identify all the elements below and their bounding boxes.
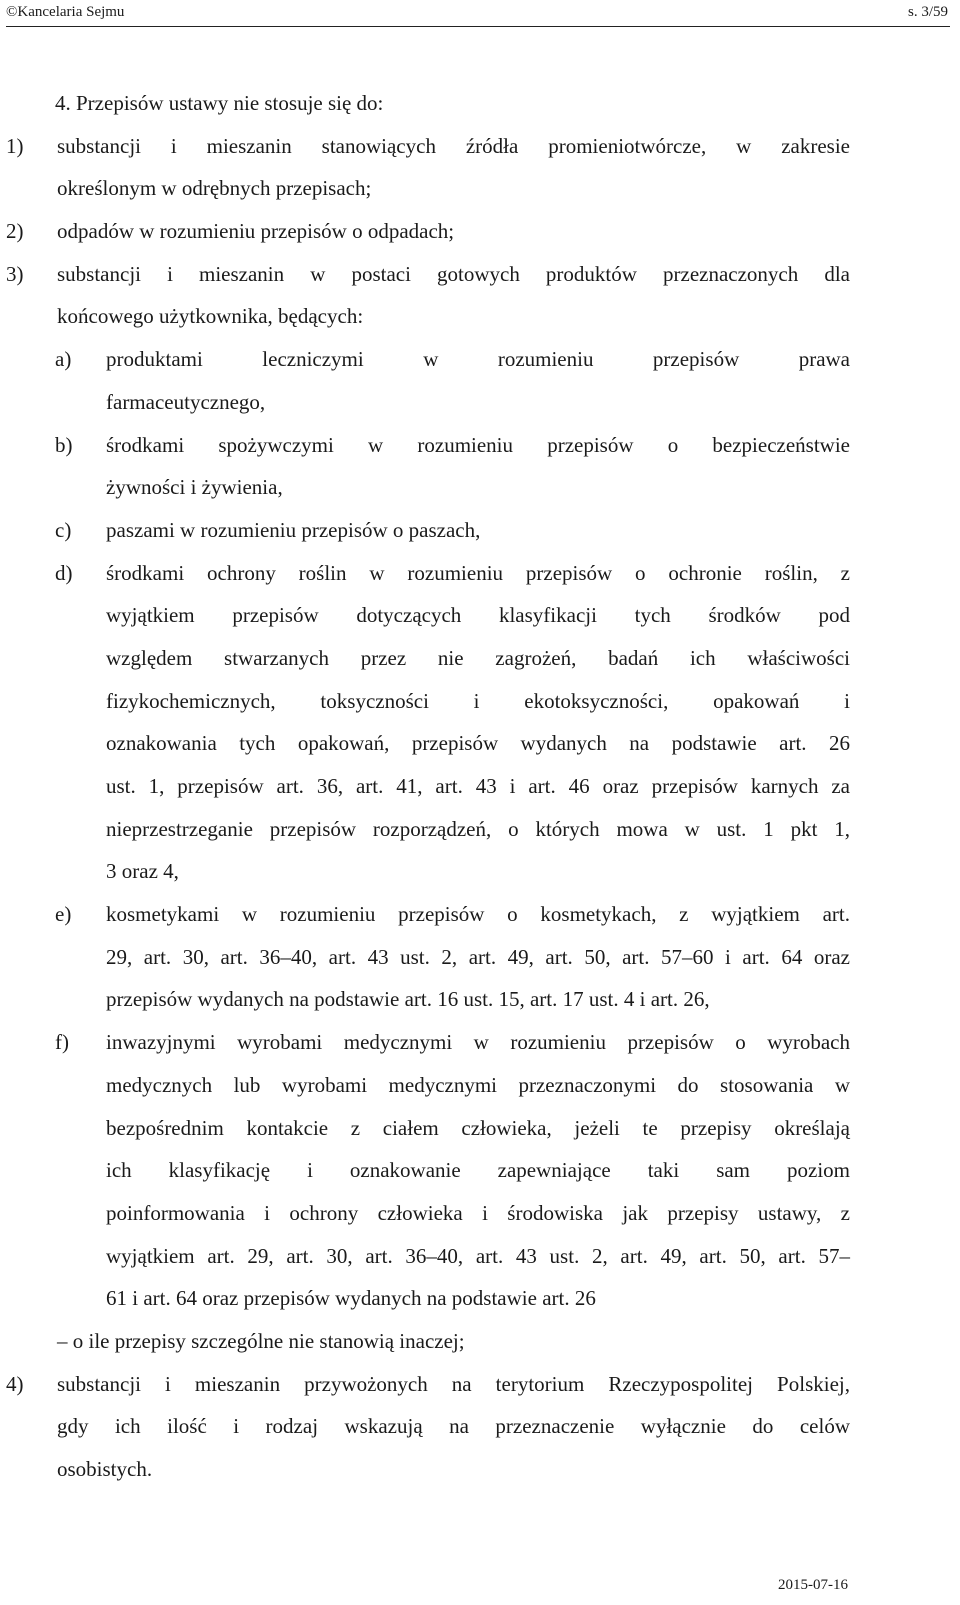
line-text: nieprzestrzeganie przepisów rozporządzeń, o których mowa w ust. 1 pkt 1, [106,816,850,841]
text-line [0,1235,960,1278]
line-text: medycznych lub wyrobami medycznymi przeznaczonymi do stosowania w [106,1072,850,1097]
line-text: bezpośrednim kontakcie z ciałem człowieka, jeżeli te przepisy określają [106,1115,850,1140]
line-text: wyjątkiem przepisów dotyczących klasyfikacji tych środków pod [106,603,850,628]
text-line [0,424,960,467]
item-marker: c) [55,517,72,542]
text-line [0,295,960,338]
text-line [0,765,960,808]
item-marker: f) [55,1030,69,1055]
text-line [0,1320,960,1363]
text-line [0,1064,960,1107]
header-page-number: s. 3/59 [907,4,948,20]
line-text: – o ile przepisy szczególne nie stanowią inaczej; [57,1328,465,1353]
line-text: środkami ochrony roślin w rozumieniu przepisów o ochronie roślin, z [106,560,850,585]
text-line [0,210,960,253]
text-line [0,1363,960,1406]
line-text: gdy ich ilość i rodzaj wskazują na przeznaczenie wyłącznie do celów [57,1414,850,1439]
line-text: ich klasyfikację i oznakowanie zapewniające taki sam poziom [106,1158,850,1183]
text-line [0,1448,960,1491]
line-text: poinformowania i ochrony człowieka i środowiska jak przepisy ustawy, z [106,1200,850,1225]
line-text: kosmetykami w rozumieniu przepisów o kosmetykach, z wyjątkiem art. [106,902,850,927]
text-line [0,850,960,893]
line-text: przepisów wydanych na podstawie art. 16 ust. 15, art. 17 ust. 4 i art. 26, [106,987,710,1012]
text-line [0,637,960,680]
text-line [0,978,960,1021]
item-marker: b) [55,432,73,457]
line-text: wyjątkiem art. 29, art. 30, art. 36–40, art. 43 ust. 2, art. 49, art. 50, art. 57– [106,1243,850,1268]
line-text: 61 i art. 64 oraz przepisów wydanych na podstawie art. 26 [106,1286,596,1311]
text-line [0,1277,960,1320]
line-text: oznakowania tych opakowań, przepisów wydanych na podstawie art. 26 [106,731,850,756]
line-text: farmaceutycznego, [106,389,266,414]
item-marker: 3) [6,261,24,286]
text-line [0,594,960,637]
item-marker: 1) [6,133,24,158]
text-line [0,509,960,552]
item-marker: 4) [6,1371,24,1396]
text-line [0,466,960,509]
line-text: inwazyjnymi wyrobami medycznymi w rozumieniu przepisów o wyrobach [106,1030,850,1055]
text-line [0,1021,960,1064]
page-header [6,2,950,27]
line-text: określonym w odrębnych przepisach; [57,176,372,201]
line-text: produktami leczniczymi w rozumieniu przepisów prawa [106,347,850,372]
text-line [0,1107,960,1150]
line-text: substancji i mieszanin w postaci gotowych produktów przeznaczonych dla [57,261,850,286]
line-text: substancji i mieszanin stanowiących źródła promieniotwórcze, w zakresie [57,133,850,158]
item-marker: d) [55,560,73,585]
header-publisher: ©Kancelaria Sejmu [6,4,125,20]
text-line [0,808,960,851]
text-line [0,253,960,296]
text-line [0,680,960,723]
item-marker: 2) [6,219,24,244]
item-marker: e) [55,902,72,927]
line-text: paszami w rozumieniu przepisów o paszach, [106,517,481,542]
text-line [0,936,960,979]
line-text: 4. Przepisów ustawy nie stosuje się do: [55,91,384,115]
text-line [0,1192,960,1235]
text-line [0,1149,960,1192]
line-text: substancji i mieszanin przywożonych na terytorium Rzeczypospolitej Polskiej, [57,1371,850,1396]
line-text: względem stwarzanych przez nie zagrożeń, badań ich właściwości [106,645,850,670]
line-text: odpadów w rozumieniu przepisów o odpadach; [57,219,455,244]
text-line [0,167,960,210]
text-line [0,722,960,765]
text-line [0,381,960,424]
text-line [0,552,960,595]
text-line [0,125,960,168]
footer-date: 2015-07-16 [778,1577,848,1593]
line-text: 29, art. 30, art. 36–40, art. 43 ust. 2, art. 49, art. 50, art. 57–60 i art. 64 oraz [106,944,850,969]
line-text: osobistych. [57,1457,153,1481]
line-text: środkami spożywczymi w rozumieniu przepisów o bezpieczeństwie [106,432,850,457]
text-line [0,893,960,936]
line-text: ust. 1, przepisów art. 36, art. 41, art. 43 i art. 46 oraz przepisów karnych za [106,774,850,798]
item-marker: a) [55,347,72,372]
line-text: końcowego użytkownika, będących: [57,304,364,329]
line-text: żywności i żywienia, [106,475,283,500]
line-text: 3 oraz 4, [106,859,179,884]
text-line [0,1405,960,1448]
line-text: fizykochemicznych, toksyczności i ekotoksyczności, opakowań i [106,688,850,713]
text-line [0,338,960,381]
document-body [0,82,960,1491]
text-line [0,82,960,125]
